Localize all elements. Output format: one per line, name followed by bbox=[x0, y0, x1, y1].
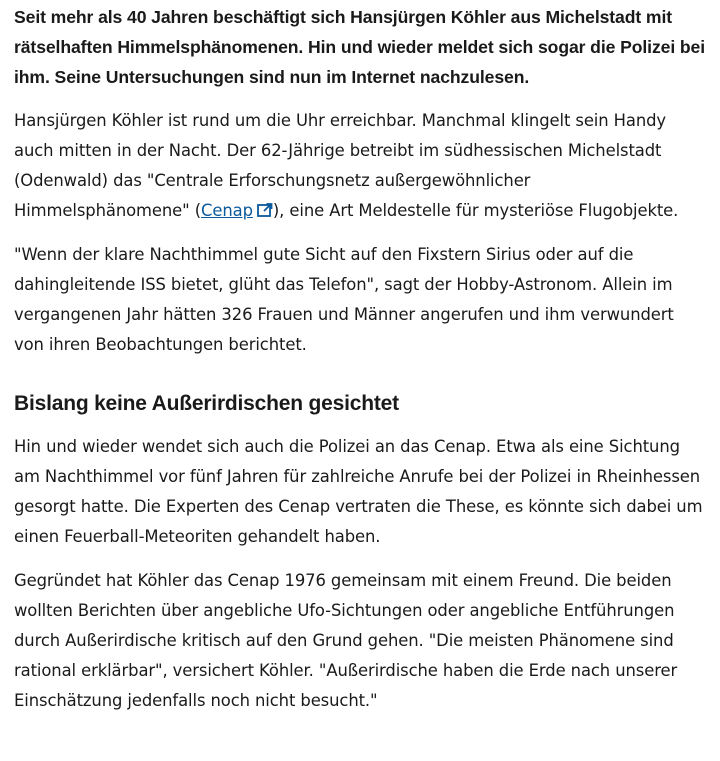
paragraph-4: Gegründet hat Köhler das Cenap 1976 gemeinsam mit einem Freund. Die beiden wollten Berichten über angebliche Ufo-Sichtungen oder angebliche Entführungen durch Außerirdische kritisch auf den Grund gehen. "Die meisten Phänomene sind rational erklärbar", versichert Köhler. "Außerirdische haben die Erde nach unserer Einschätzung jedenfalls noch nicht besucht." bbox=[14, 571, 678, 710]
cenap-link[interactable] bbox=[201, 201, 273, 220]
paragraph-1-text-start: Hansjürgen Köhler ist rund um die Uhr erreichbar. Manchmal klingelt sein Handy auch mitten in der Nacht. Der 62-Jährige betreibt im südhessischen Michelstadt (Odenwald) das "Centrale Erforschungsnetz außergewöhnlicher Himmelsphänomene" ( bbox=[14, 111, 667, 220]
article-lead: Seit mehr als 40 Jahren beschäftigt sich Hansjürgen Köhler aus Michelstadt mit rätselhaften Himmelsphänomenen. Hin und wieder meldet sich sogar die Polizei bei ihm. Seine Untersuchungen sind nun im Internet nachzulesen. bbox=[14, 7, 706, 87]
external-link-icon bbox=[257, 197, 273, 211]
paragraph-1 bbox=[14, 106, 706, 226]
paragraph-2: "Wenn der klare Nachthimmel gute Sicht auf den Fixstern Sirius oder auf die dahingleitende ISS bietet, glüht das Telefon", sagt der Hobby-Astronom. Allein im vergangenen Jahr hätten 326 Frauen und Männer angerufen und ihm verwundert von ihren Beobachtungen berichtet. bbox=[14, 245, 674, 354]
paragraph-1-text-end: ), eine Art Meldestelle für mysteriöse Flugobjekte. bbox=[272, 201, 679, 220]
cenap-link-text: Cenap bbox=[201, 201, 253, 220]
section-heading: Bislang keine Außerirdischen gesichtet bbox=[14, 392, 399, 415]
paragraph-3: Hin und wieder wendet sich auch die Polizei an das Cenap. Etwa als eine Sichtung am Nachthimmel vor fünf Jahren für zahlreiche Anrufe bei der Polizei in Rheinhessen gesorgt hatte. Die Experten des Cenap vertraten die These, es könnte sich dabei um einen Feuerball-Meteoriten gehandelt haben. bbox=[14, 437, 703, 546]
